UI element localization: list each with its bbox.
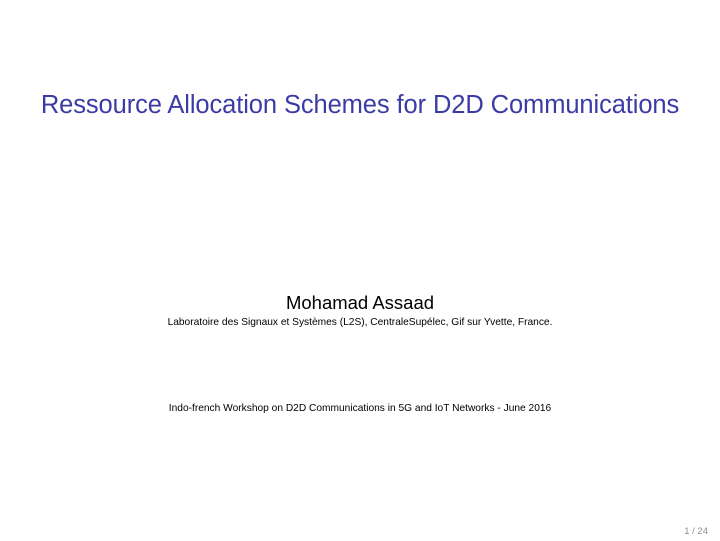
- author-affiliation: Laboratoire des Signaux et Systèmes (L2S), CentraleSupélec, Gif sur Yvette, France.: [167, 317, 553, 328]
- author-name: Mohamad Assaad: [285, 292, 435, 313]
- page-number: 1 / 24: [684, 526, 708, 537]
- event-info: Indo-french Workshop on D2D Communications in 5G and IoT Networks - June 2016: [168, 403, 552, 414]
- slide-title: Ressource Allocation Schemes for D2D Communications: [40, 91, 680, 119]
